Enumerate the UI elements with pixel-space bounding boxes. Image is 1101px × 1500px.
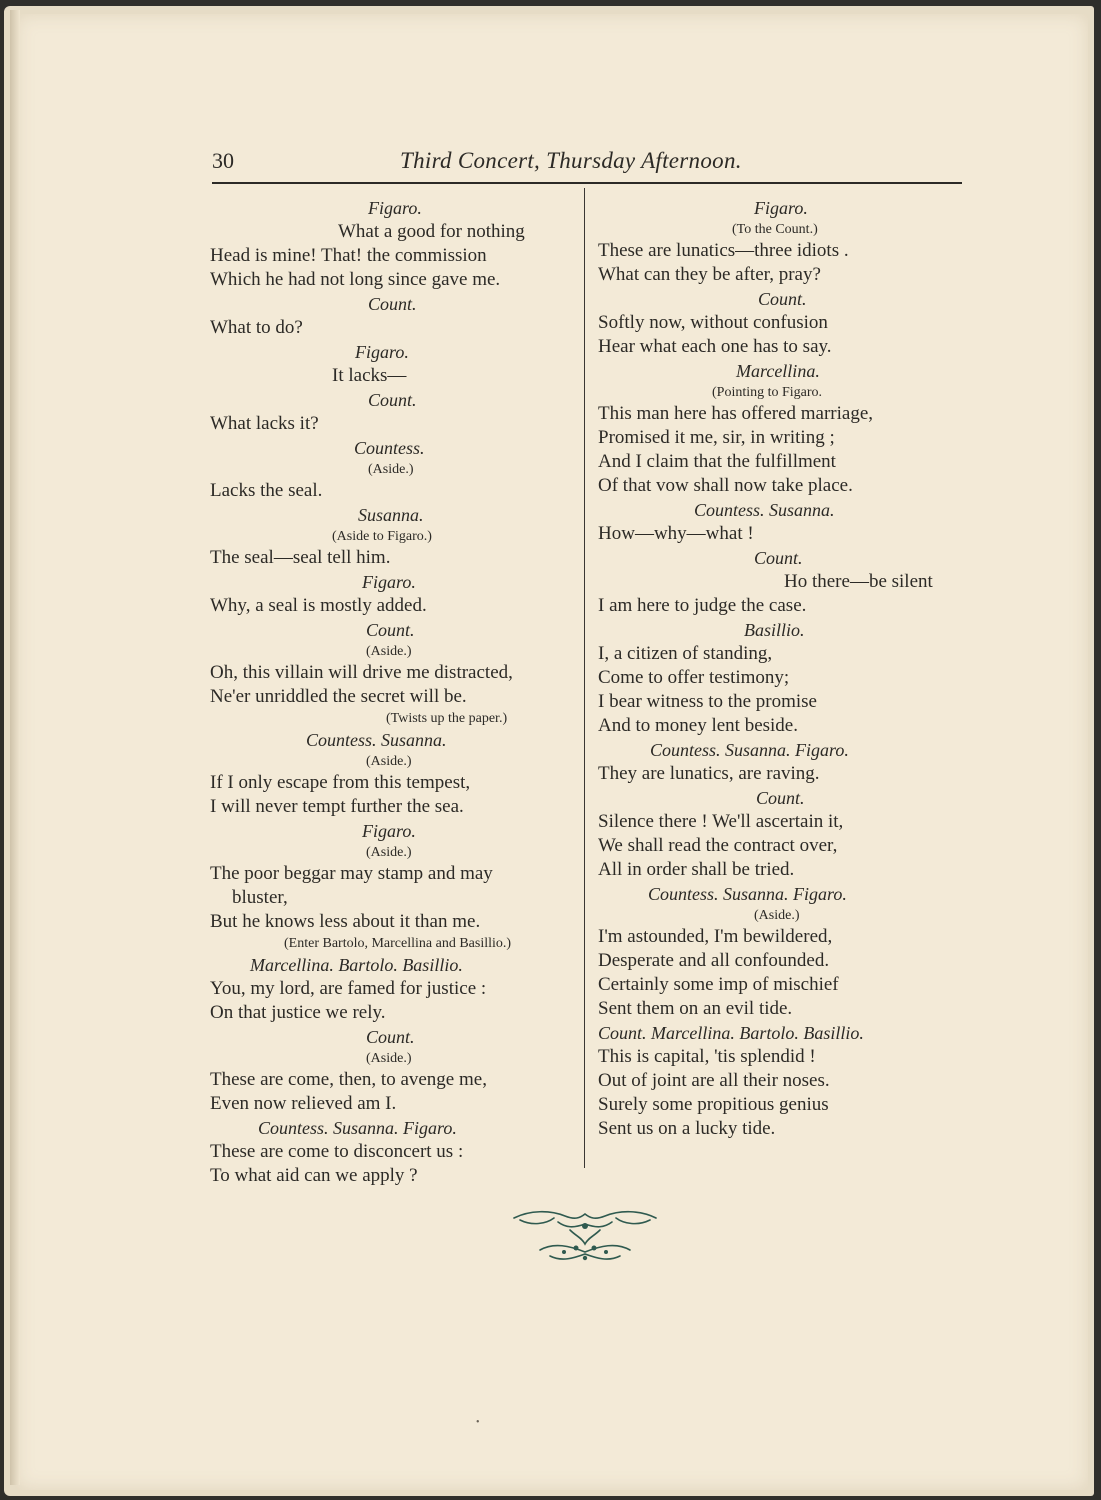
speaker-name: Countess. Susanna. Figaro. [258, 1118, 457, 1138]
verse-line: These are lunatics—three idiots . [598, 240, 849, 261]
speaker-name: Marcellina. Bartolo. Basillio. [250, 955, 463, 975]
verse-line: The poor beggar may stamp and may [210, 863, 493, 884]
verse-line: Silence there ! We'll ascertain it, [598, 811, 844, 832]
verse-line: What to do? [210, 317, 303, 338]
verse-line: The seal—seal tell him. [210, 547, 391, 568]
page-edge [10, 10, 20, 1485]
verse-line: bluster, [232, 887, 288, 908]
stage-direction: (To the Count.) [732, 222, 818, 237]
verse-line: Certainly some imp of mischief [598, 974, 839, 995]
speaker-name: Figaro. [754, 198, 808, 218]
verse-line: Out of joint are all their noses. [598, 1070, 830, 1091]
speaker-name: Figaro. [355, 342, 409, 362]
verse-line: Oh, this villain will drive me distracted, [210, 662, 513, 683]
verse-line: Sent them on an evil tide. [598, 998, 793, 1019]
speaker-name: Count. [368, 390, 417, 410]
stage-direction: (Aside.) [366, 845, 412, 860]
verse-line: Head is mine! That! the commission [210, 245, 487, 266]
verse-line: Come to offer testimony; [598, 667, 790, 688]
verse-line: Sent us on a lucky tide. [598, 1118, 776, 1139]
verse-line: Ho there—be silent [784, 571, 933, 592]
verse-line: I am here to judge the case. [598, 595, 807, 616]
verse-line: Why, a seal is mostly added. [210, 595, 427, 616]
verse-line: It lacks— [332, 365, 407, 386]
verse-line: But he knows less about it than me. [210, 911, 481, 932]
stage-direction: (Aside.) [366, 1051, 412, 1066]
verse-line: Even now relieved am I. [210, 1093, 397, 1114]
verse-line: Hear what each one has to say. [598, 336, 832, 357]
page-number: 30 [212, 148, 234, 173]
speaker-name: Count. Marcellina. Bartolo. Basillio. [598, 1023, 864, 1043]
speaker-name: Figaro. [368, 198, 422, 218]
speaker-name: Count. [366, 1027, 415, 1047]
stage-direction: (Aside.) [366, 754, 412, 769]
verse-line: Promised it me, sir, in writing ; [598, 427, 835, 448]
speaker-name: Count. [756, 788, 805, 808]
speaker-name: Marcellina. [736, 361, 820, 381]
floral-tailpiece-icon [510, 1206, 660, 1266]
verse-line: Of that vow shall now take place. [598, 475, 853, 496]
verse-line: How—why—what ! [598, 523, 754, 544]
verse-line: Surely some propitious genius [598, 1094, 829, 1115]
speaker-name: Count. [758, 289, 807, 309]
verse-line: This man here has offered marriage, [598, 403, 874, 424]
verse-line: I bear witness to the promise [598, 691, 817, 712]
verse-line: They are lunatics, are raving. [598, 763, 820, 784]
verse-line: If I only escape from this tempest, [210, 772, 471, 793]
speaker-name: Figaro. [362, 572, 416, 592]
running-title: Third Concert, Thursday Afternoon. [400, 148, 742, 173]
stage-direction: (Enter Bartolo, Marcellina and Basillio.) [284, 936, 512, 951]
verse-line: On that justice we rely. [210, 1002, 386, 1023]
verse-line: These are come, then, to avenge me, [210, 1069, 487, 1090]
speaker-name: Susanna. [358, 505, 424, 525]
column-divider [584, 188, 585, 1168]
right-column [598, 196, 978, 1141]
verse-line: All in order shall be tried. [598, 859, 795, 880]
stage-direction: (Aside to Figaro.) [332, 529, 432, 544]
verse-line: You, my lord, are famed for justice : [210, 978, 487, 999]
verse-line: What a good for nothing [338, 221, 525, 242]
verse-line: These are come to disconcert us : [210, 1141, 464, 1162]
speaker-name: Countess. Susanna. Figaro. [650, 740, 849, 760]
printer-mark: • [476, 1417, 480, 1428]
verse-line: What can they be after, pray? [598, 264, 821, 285]
page-header [212, 148, 962, 184]
verse-line: We shall read the contract over, [598, 835, 838, 856]
verse-line: Lacks the seal. [210, 480, 323, 501]
speaker-name: Countess. Susanna. [694, 500, 835, 520]
speaker-name: Countess. Susanna. [306, 730, 447, 750]
stage-direction: (Aside.) [754, 908, 800, 923]
stage-direction: (Twists up the paper.) [386, 711, 508, 726]
header-rule [212, 182, 962, 184]
stage-direction: (Aside.) [366, 644, 412, 659]
verse-line: What lacks it? [210, 413, 319, 434]
speaker-name: Countess. Susanna. Figaro. [648, 884, 847, 904]
verse-line: And I claim that the fulfillment [598, 451, 836, 472]
verse-line: I'm astounded, I'm bewildered, [598, 926, 833, 947]
verse-line: Softly now, without confusion [598, 312, 828, 333]
stage-direction: (Aside.) [368, 462, 414, 477]
speaker-name: Count. [366, 620, 415, 640]
verse-line: Desperate and all confounded. [598, 950, 830, 971]
stage-direction: (Pointing to Figaro. [712, 385, 823, 400]
verse-line: And to money lent beside. [598, 715, 798, 736]
verse-line: I will never tempt further the sea. [210, 796, 464, 817]
verse-line: Which he had not long since gave me. [210, 269, 501, 290]
verse-line: To what aid can we apply ? [210, 1165, 418, 1186]
left-column [210, 196, 580, 1188]
speaker-name: Count. [754, 548, 803, 568]
speaker-name: Figaro. [362, 821, 416, 841]
verse-line: Ne'er unriddled the secret will be. [210, 686, 467, 707]
speaker-name: Basillio. [744, 620, 805, 640]
speaker-name: Count. [368, 294, 417, 314]
speaker-name: Countess. [354, 438, 425, 458]
verse-line: I, a citizen of standing, [598, 643, 773, 664]
verse-line: This is capital, 'tis splendid ! [598, 1046, 816, 1067]
